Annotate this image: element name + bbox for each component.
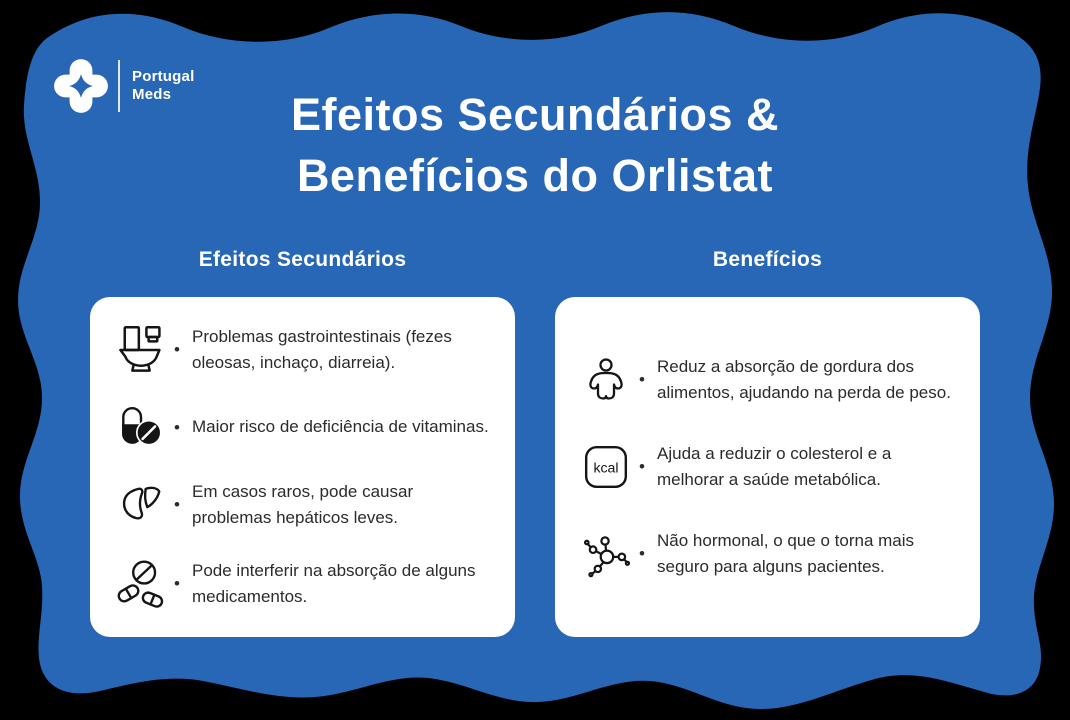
list-item: [577, 441, 958, 494]
capsule-tablet-icon: [112, 403, 170, 453]
list-item-text: Em casos raros, pode causar problemas hepáticos leves.: [192, 481, 414, 527]
brand-name-line2: Meds: [132, 86, 172, 103]
list-item-text: Maior risco de deficiência de vitaminas.: [192, 417, 489, 437]
liver-icon: [112, 481, 170, 529]
page-title: [0, 84, 1070, 206]
list-item-text: Não hormonal, o que o torna mais seguro para alguns pacientes.: [657, 530, 915, 576]
list-item: [577, 354, 958, 407]
pills-icon: [112, 558, 170, 610]
column-heading-side-effects: Efeitos Secundários: [198, 248, 407, 271]
list-item: [112, 558, 493, 611]
page-title-line2: Benefícios do Orlistat: [296, 150, 774, 201]
toilet-icon: [112, 324, 170, 376]
list-item: [112, 403, 493, 453]
bullet-marker: •: [639, 457, 645, 476]
list-item-text: Ajuda a reduzir o colesterol e a melhorar a saúde metabólica.: [657, 443, 892, 489]
list-item: [112, 479, 493, 532]
bullet-marker: •: [174, 417, 180, 437]
column-heading-benefits: Benefícios: [712, 248, 823, 271]
body-icon: [577, 357, 635, 403]
page-title-line1: Efeitos Secundários &: [290, 89, 780, 140]
list-item: [112, 324, 493, 377]
bullet-marker: •: [639, 370, 645, 389]
brand-name-line1: Portugal: [132, 68, 195, 85]
benefits-card: [555, 297, 980, 637]
list-item-text: Problemas gastrointestinais (fezes oleosas, inchaço, diarreia).: [192, 326, 452, 372]
kcal-label: kcal: [593, 459, 619, 476]
bullet-marker: •: [174, 340, 180, 359]
kcal-icon: [577, 443, 635, 491]
bullet-marker: •: [174, 495, 180, 514]
list-item: [577, 528, 958, 581]
list-item-text: Reduz a absorção de gordura dos alimentos, ajudando na perda de peso.: [657, 356, 951, 402]
list-item-text: Pode interferir na absorção de alguns medicamentos.: [192, 560, 476, 606]
molecule-icon: [577, 530, 635, 578]
bullet-marker: •: [639, 544, 645, 563]
bullet-marker: •: [174, 574, 180, 593]
side-effects-card: [90, 297, 515, 637]
